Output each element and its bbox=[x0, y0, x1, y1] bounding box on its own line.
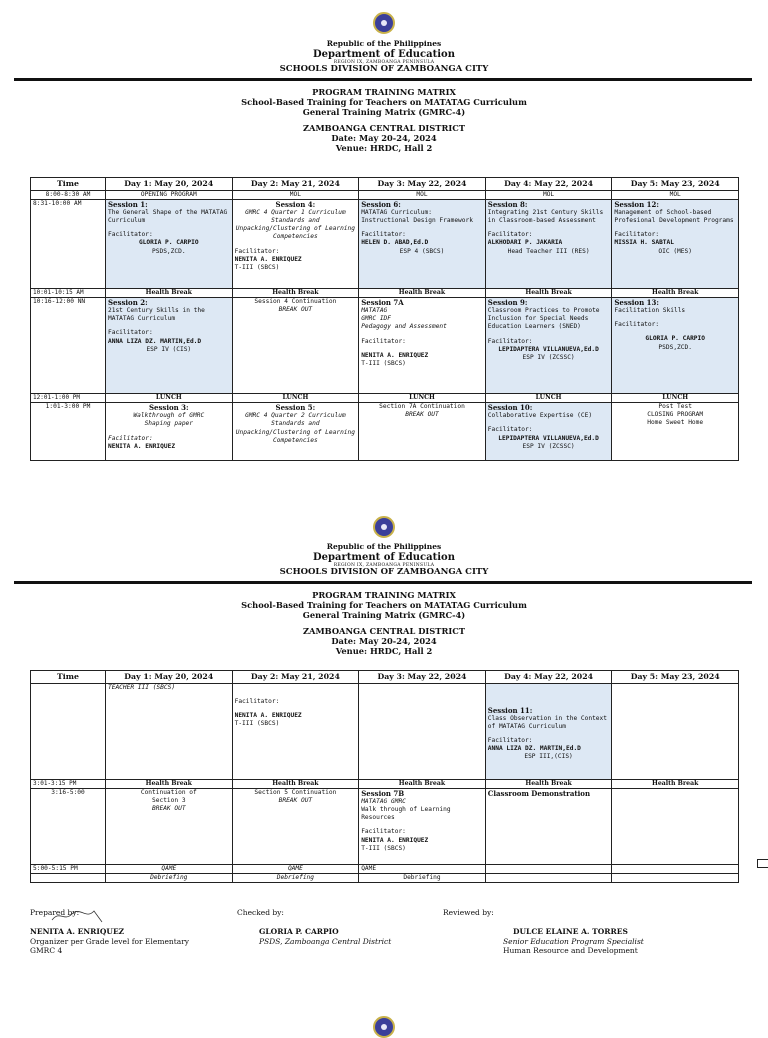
facilitator-label: Facilitator: bbox=[108, 329, 153, 337]
table-row bbox=[31, 684, 739, 780]
prepared-by-block bbox=[30, 908, 189, 956]
facilitator-name: HELEN D. ABAD,Ed.D bbox=[361, 239, 429, 247]
division-line: SCHOOLS DIVISION OF ZAMBOANGA CITY bbox=[279, 64, 489, 75]
time-cell: 10:16-12:00 NN bbox=[31, 298, 106, 394]
letterhead bbox=[0, 543, 768, 578]
session-5-cell bbox=[232, 403, 359, 461]
facilitator-role: ESP 4 (SBCS) bbox=[399, 247, 445, 255]
session-title: Session 4: bbox=[275, 200, 316, 210]
qame-row bbox=[31, 865, 739, 874]
matrix-title bbox=[0, 591, 768, 657]
lunch-label: LUNCH bbox=[232, 394, 359, 403]
facilitator-cell bbox=[232, 684, 359, 780]
training-matrix-table-2 bbox=[30, 670, 739, 883]
facilitator-name: GLORIA P. CARPIO bbox=[138, 239, 199, 247]
table-header-row bbox=[31, 671, 739, 684]
deped-seal-icon bbox=[373, 1016, 395, 1038]
table-header-row bbox=[31, 178, 739, 191]
qame-text: QAME bbox=[232, 865, 359, 874]
matrix-title bbox=[0, 88, 768, 154]
facilitator-name: ALKHODARI P. JAKARIA bbox=[487, 239, 563, 247]
session-title: Session 7A bbox=[361, 298, 404, 308]
continuation-text: Continuation of bbox=[140, 789, 197, 797]
session-text: GMRC 4 Quarter 1 Curriculum Standards and Unpacking/Clustering of Learning Competencies bbox=[235, 209, 355, 241]
col-day1: Day 1: May 20, 2024 bbox=[106, 178, 233, 191]
session-text: 21st Century Skills in the MATATAG Curriculum bbox=[108, 307, 205, 323]
debriefing-text: Debriefing bbox=[232, 874, 359, 883]
session-title: Session 6: bbox=[361, 200, 401, 210]
time-cell: 3:16-5:00 bbox=[31, 789, 106, 865]
title-line-1: PROGRAM TRAINING MATRIX bbox=[312, 590, 456, 600]
title-line-2: School-Based Training for Teachers on MATATAG Curriculum bbox=[241, 599, 527, 610]
time-cell: 3:01-3:15 PM bbox=[31, 780, 106, 789]
checker-role: PSDS, Zamboanga Central District bbox=[259, 936, 392, 946]
day5-cell bbox=[612, 865, 739, 874]
session-title: Session 12: bbox=[614, 200, 659, 210]
page-edge-marker bbox=[757, 859, 768, 868]
session-8-cell bbox=[485, 200, 612, 289]
session-text: Walk through of Learning Resources bbox=[361, 806, 451, 822]
session-text: MATATAG GMRC bbox=[361, 798, 406, 806]
region-line: REGION IX, ZAMBOANGA PENINSULA bbox=[333, 60, 435, 66]
division-line: SCHOOLS DIVISION OF ZAMBOANGA CITY bbox=[279, 567, 489, 578]
session-text: MATATAG bbox=[361, 307, 388, 315]
session-4-cell bbox=[232, 200, 359, 289]
break-label: Health Break bbox=[485, 289, 612, 298]
republic-line: Republic of the Philippines bbox=[326, 542, 442, 551]
closing-cell bbox=[612, 403, 739, 461]
continuation-text: Section 5 Continuation bbox=[254, 789, 337, 797]
time-cell: 10:01-10:15 AM bbox=[31, 289, 106, 298]
header-rule bbox=[14, 581, 752, 584]
session-9-cell bbox=[485, 298, 612, 394]
table-row bbox=[31, 298, 739, 394]
session-2-cell bbox=[106, 298, 233, 394]
session-11-cell bbox=[485, 684, 612, 780]
session-text: Pedagogy and Assessment bbox=[361, 323, 447, 331]
facilitator-name: NENITA A. ENRIQUEZ bbox=[361, 836, 429, 844]
reviewed-by-block bbox=[443, 908, 644, 956]
session-text: Collaborative Expertise (CE) bbox=[487, 412, 593, 420]
facilitator-role: OIC (MES) bbox=[658, 247, 692, 255]
lunch-label: LUNCH bbox=[485, 394, 612, 403]
col-day5: Day 5: May 23, 2024 bbox=[612, 178, 739, 191]
facilitator-role: PSDS,ZCD. bbox=[152, 247, 186, 255]
facilitator-role: ESP III,(CIS) bbox=[524, 753, 573, 761]
facilitator-label: Facilitator: bbox=[487, 737, 533, 745]
teacher-role-text: TEACHER III (SBCS) bbox=[108, 684, 176, 692]
table-row bbox=[31, 200, 739, 289]
session-text: Management of School-based Profesional Development Programs bbox=[614, 209, 734, 225]
session-title: Session 5: bbox=[275, 403, 316, 413]
facilitator-role: PSDS,ZCD. bbox=[658, 343, 692, 351]
facilitator-name: NENITA A. ENRIQUEZ bbox=[108, 442, 176, 450]
facilitator-role: T-III (SBCS) bbox=[361, 844, 406, 852]
section-7a-continuation-cell bbox=[359, 403, 486, 461]
preparer-name: NENITA A. ENRIQUEZ bbox=[30, 927, 125, 937]
col-day4: Day 4: May 22, 2024 bbox=[485, 671, 612, 684]
time-cell: 12:01-1:00 PM bbox=[31, 394, 106, 403]
day3-cell bbox=[359, 684, 486, 780]
session-text: GMRC 4 Quarter 2 Curriculum Standards and Unpacking/Clustering of Learning Competencies bbox=[235, 412, 355, 444]
col-day4: Day 4: May 22, 2024 bbox=[485, 178, 612, 191]
day5-cell bbox=[612, 789, 739, 865]
session-title: Session 10: bbox=[487, 403, 533, 413]
break-label: Health Break bbox=[485, 780, 612, 789]
facilitator-name: LEPIDAPTERA VILLANUEVA,Ed.D bbox=[498, 434, 599, 442]
preparer-role: Organizer per Grade level for Elementary bbox=[30, 936, 190, 946]
health-break-row bbox=[31, 289, 739, 298]
time-cell: 8:31-10:00 AM bbox=[31, 200, 106, 289]
continuation-text: Section 7A Continuation bbox=[379, 403, 465, 411]
facilitator-role: Head Teacher III (RES) bbox=[507, 247, 590, 255]
break-label: Health Break bbox=[612, 289, 739, 298]
department-line: Department of Education bbox=[313, 551, 455, 563]
day4-cell bbox=[485, 865, 612, 874]
facilitator-name: ANNA LIZA DZ. MARTIN,Ed.D bbox=[487, 745, 581, 753]
facilitator-name: MISSIA H. SABTAL bbox=[614, 239, 674, 247]
session-3-cell bbox=[106, 403, 233, 461]
session-title: Session 3: bbox=[148, 403, 189, 413]
prepared-by-label: Prepared by: bbox=[30, 908, 80, 917]
title-line-3: General Training Matrix (GMRC-4) bbox=[302, 106, 466, 117]
table-row bbox=[31, 789, 739, 865]
break-label: Health Break bbox=[232, 780, 359, 789]
breakout-text: BREAK OUT bbox=[405, 411, 439, 419]
facilitator-name: GLORIA P. CARPIO bbox=[645, 335, 705, 343]
col-day5: Day 5: May 23, 2024 bbox=[612, 671, 739, 684]
table-row bbox=[31, 403, 739, 461]
facilitator-label: Facilitator: bbox=[614, 231, 660, 239]
facilitator-name: NENITA A. ENRIQUEZ bbox=[234, 255, 302, 263]
debriefing-row bbox=[31, 874, 739, 883]
facilitator-label: Facilitator: bbox=[234, 698, 280, 706]
facilitator-label: Facilitator: bbox=[234, 247, 280, 255]
day4-cell bbox=[485, 874, 612, 883]
facilitator-role: ESP IV (ZCSSC) bbox=[522, 442, 575, 450]
reviewer-role: Senior Education Program Specialist bbox=[503, 936, 644, 946]
session-title: Session 11: bbox=[487, 706, 533, 716]
session-title: Session 9: bbox=[487, 298, 528, 308]
facilitator-role: T-III (SBCS) bbox=[361, 359, 406, 367]
day5-cell bbox=[612, 684, 739, 780]
continuation-text: Session 4 Continuation bbox=[254, 298, 337, 306]
facilitator-label: Facilitator: bbox=[361, 828, 406, 836]
facilitator-label: Facilitator: bbox=[361, 337, 406, 345]
session-text: GMRC IDF bbox=[361, 315, 391, 323]
venue-line: Venue: HRDC, Hall 2 bbox=[335, 645, 433, 656]
session-title: Session 13: bbox=[614, 298, 659, 308]
checked-by-block bbox=[237, 908, 391, 946]
post-test-text: Post Test bbox=[658, 403, 692, 411]
cell-mol: MOL bbox=[232, 191, 359, 200]
date-line: Date: May 20-24, 2024 bbox=[331, 132, 437, 143]
venue-line: Venue: HRDC, Hall 2 bbox=[335, 142, 433, 153]
time-cell bbox=[31, 684, 106, 780]
checked-by-label: Checked by: bbox=[237, 908, 284, 917]
facilitator-role: T-III (SBCS) bbox=[234, 263, 280, 271]
day5-cell bbox=[612, 874, 739, 883]
session-title: Classroom Demonstration bbox=[487, 789, 591, 799]
preparer-role-2: GMRC 4 bbox=[30, 946, 63, 956]
qame-text: QAME bbox=[106, 865, 233, 874]
col-day2: Day 2: May 21, 2024 bbox=[232, 178, 359, 191]
facilitator-label: Facilitator: bbox=[108, 434, 153, 442]
breakout-text: BREAK OUT bbox=[278, 306, 313, 314]
cell-mol: MOL bbox=[612, 191, 739, 200]
department-line: Department of Education bbox=[313, 48, 455, 60]
col-day1: Day 1: May 20, 2024 bbox=[106, 671, 233, 684]
break-label: Health Break bbox=[106, 780, 233, 789]
facilitator-name: NENITA A. ENRIQUEZ bbox=[234, 712, 302, 720]
reviewer-name: DULCE ELAINE A. TORRES bbox=[513, 927, 628, 937]
debriefing-text: Debriefing bbox=[359, 874, 486, 883]
lunch-label: LUNCH bbox=[612, 394, 739, 403]
time-cell: 8:00-8:30 AM bbox=[31, 191, 106, 200]
time-cell: 1:01-3:00 PM bbox=[31, 403, 106, 461]
breakout-text: BREAK OUT bbox=[278, 797, 313, 805]
qame-text: QAME bbox=[359, 865, 486, 874]
classroom-demo-cell bbox=[485, 789, 612, 865]
deped-seal-icon bbox=[373, 12, 395, 34]
col-day2: Day 2: May 21, 2024 bbox=[232, 671, 359, 684]
cell-mol: MOL bbox=[359, 191, 486, 200]
facilitator-label: Facilitator: bbox=[614, 321, 660, 329]
cell-opening-program: OPENING PROGRAM bbox=[106, 191, 233, 200]
facilitator-name: ANNA LIZA DZ. MARTIN,Ed.D bbox=[108, 337, 202, 345]
reviewed-by-label: Reviewed by: bbox=[443, 908, 494, 917]
session-text: Walkthrough of GMRC bbox=[133, 412, 205, 420]
break-label: Health Break bbox=[106, 289, 233, 298]
session-title: Session 1: bbox=[108, 200, 148, 210]
session-13-cell bbox=[612, 298, 739, 394]
break-label: Health Break bbox=[232, 289, 359, 298]
health-break-row bbox=[31, 780, 739, 789]
region-line: REGION IX, ZAMBOANGA PENINSULA bbox=[333, 563, 435, 569]
session-title: Session 8: bbox=[487, 200, 528, 210]
facilitator-role: T-III (SBCS) bbox=[234, 720, 280, 728]
closing-program-text: CLOSING PROGRAM bbox=[647, 411, 704, 419]
header-rule bbox=[14, 78, 752, 81]
checker-name: GLORIA P. CARPIO bbox=[259, 927, 339, 937]
lunch-label: LUNCH bbox=[106, 394, 233, 403]
session-6-cell bbox=[359, 200, 486, 289]
deped-seal-icon bbox=[373, 516, 395, 538]
day1-cell bbox=[106, 684, 233, 780]
session-text: The General Shape of the MATATAG Curriculum bbox=[108, 209, 228, 225]
facilitator-name: NENITA A. ENRIQUEZ bbox=[361, 351, 429, 359]
session-10-cell bbox=[485, 403, 612, 461]
date-line: Date: May 20-24, 2024 bbox=[331, 635, 437, 646]
continuation-text: Section 3 bbox=[152, 797, 186, 805]
signature-scribble bbox=[50, 908, 110, 924]
session-text: Shaping paper bbox=[144, 420, 194, 428]
breakout-text: BREAK OUT bbox=[152, 805, 186, 813]
col-day3: Day 3: May 22, 2024 bbox=[359, 178, 486, 191]
facilitator-label: Facilitator: bbox=[487, 337, 533, 345]
col-time: Time bbox=[31, 671, 106, 684]
session-text: Integrating 21st Century Skills in Classroom-based Assessment bbox=[487, 209, 604, 225]
session-title: Session 7B bbox=[361, 789, 405, 799]
title-line-1: PROGRAM TRAINING MATRIX bbox=[312, 87, 456, 97]
title-line-2: School-Based Training for Teachers on MATATAG Curriculum bbox=[241, 96, 527, 107]
section-3-continuation-cell bbox=[106, 789, 233, 865]
cell-mol: MOL bbox=[485, 191, 612, 200]
republic-line: Republic of the Philippines bbox=[326, 39, 442, 48]
section-5-continuation-cell bbox=[232, 789, 359, 865]
lunch-label: LUNCH bbox=[359, 394, 486, 403]
session-text: Facilitation Skills bbox=[614, 307, 686, 315]
break-label: Health Break bbox=[359, 780, 486, 789]
session-1-cell bbox=[106, 200, 233, 289]
table-row bbox=[31, 191, 739, 200]
district-line: ZAMBOANGA CENTRAL DISTRICT bbox=[302, 122, 466, 133]
facilitator-name: LEPIDAPTERA VILLANUEVA,Ed.D bbox=[498, 345, 599, 353]
title-line-3: General Training Matrix (GMRC-4) bbox=[302, 609, 466, 620]
home-text: Home Sweet Home bbox=[647, 419, 704, 427]
session-text: Classroom Practices to Promote Inclusion for Special Needs Education Learners (SNED) bbox=[487, 307, 600, 331]
debriefing-text: Debriefing bbox=[106, 874, 233, 883]
session-12-cell bbox=[612, 200, 739, 289]
facilitator-label: Facilitator: bbox=[487, 231, 533, 239]
col-time: Time bbox=[31, 178, 106, 191]
session-text: MATATAG Curriculum: Instructional Design Framework bbox=[361, 209, 473, 225]
time-cell bbox=[31, 874, 106, 883]
lunch-row bbox=[31, 394, 739, 403]
reviewer-role-2: Human Resource and Development bbox=[503, 946, 638, 956]
break-label: Health Break bbox=[359, 289, 486, 298]
time-cell: 5:00-5:15 PM bbox=[31, 865, 106, 874]
session-7a-cell bbox=[359, 298, 486, 394]
training-matrix-table-1 bbox=[30, 177, 739, 461]
facilitator-role: ESP IV (CIS) bbox=[146, 345, 192, 353]
session-4-continuation-cell bbox=[232, 298, 359, 394]
facilitator-label: Facilitator: bbox=[108, 231, 153, 239]
col-day3: Day 3: May 22, 2024 bbox=[359, 671, 486, 684]
session-text: Class Observation in the Context of MATATAG Curriculum bbox=[487, 715, 607, 731]
letterhead bbox=[0, 40, 768, 75]
facilitator-label: Facilitator: bbox=[487, 426, 533, 434]
session-7b-cell bbox=[359, 789, 486, 865]
facilitator-role: ESP IV (ZCSSC) bbox=[522, 353, 575, 361]
facilitator-label: Facilitator: bbox=[361, 231, 406, 239]
session-title: Session 2: bbox=[108, 298, 148, 308]
district-line: ZAMBOANGA CENTRAL DISTRICT bbox=[302, 625, 466, 636]
break-label: Health Break bbox=[612, 780, 739, 789]
